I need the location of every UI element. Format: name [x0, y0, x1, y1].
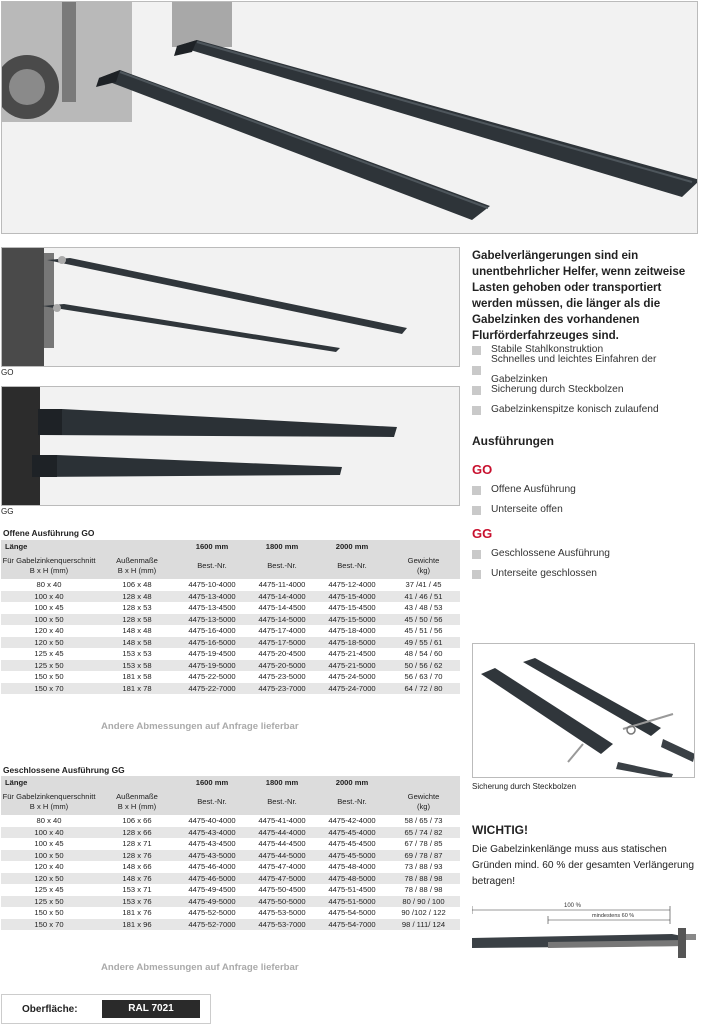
cell-bestnr-1800: 4475-53-7000	[247, 919, 317, 931]
cell-gewichte: 37 /41 / 45	[387, 579, 460, 591]
cell-bestnr-2000: 4475-24-5000	[317, 671, 387, 683]
cell-aussen: 153 x 76	[97, 896, 177, 908]
cell-gewichte: 58 / 65 / 73	[387, 815, 460, 827]
cell-bestnr-1800: 4475-50-4500	[247, 884, 317, 896]
cell-querschnitt: 80 x 40	[1, 579, 97, 591]
cell-bestnr-2000: 4475-42-4000	[317, 815, 387, 827]
header-bestnr: Best.-Nr.	[247, 788, 317, 815]
ausfuehrungen-heading: Ausführungen	[472, 434, 554, 448]
cell-gewichte: 64 / 72 / 80	[387, 683, 460, 695]
cell-bestnr-2000: 4475-45-4500	[317, 838, 387, 850]
cell-gewichte: 78 / 88 / 98	[387, 873, 460, 885]
cell-aussen: 181 x 76	[97, 907, 177, 919]
cell-bestnr-1800: 4475-44-5000	[247, 850, 317, 862]
cell-querschnitt: 120 x 40	[1, 861, 97, 873]
cell-querschnitt: 120 x 40	[1, 625, 97, 637]
cell-querschnitt: 125 x 50	[1, 896, 97, 908]
cell-aussen: 128 x 58	[97, 614, 177, 626]
cell-querschnitt: 100 x 50	[1, 614, 97, 626]
cell-bestnr-2000: 4475-54-7000	[317, 919, 387, 931]
table-row	[1, 884, 460, 896]
cell-bestnr-1600: 4475-13-4000	[177, 591, 247, 603]
cell-querschnitt: 100 x 40	[1, 827, 97, 839]
feature-item: Gabelzinkenspitze konisch zulaufend	[472, 400, 712, 420]
bullet-square-icon	[472, 406, 481, 415]
cell-bestnr-2000: 4475-54-5000	[317, 907, 387, 919]
length-label: Länge	[1, 776, 177, 788]
bullet-square-icon	[472, 366, 481, 375]
cell-bestnr-1800: 4475-14-4500	[247, 602, 317, 614]
steckbolzen-photo	[472, 643, 695, 778]
table-row	[1, 919, 460, 931]
cell-aussen: 128 x 71	[97, 838, 177, 850]
bullet-square-icon	[472, 486, 481, 495]
variant-item: Geschlossene Ausführung	[472, 544, 712, 564]
go-caption: GO	[1, 368, 14, 377]
table-go	[1, 540, 460, 694]
cell-querschnitt: 125 x 45	[1, 884, 97, 896]
cell-querschnitt: 150 x 70	[1, 919, 97, 931]
wichtig-text: Die Gabelzinkenlänge muss aus statischen Gründen mind. 60 % der gesamten Verlängerung betragen!	[472, 844, 695, 887]
surface-value: RAL 7021	[102, 1000, 200, 1018]
table-row	[1, 614, 460, 626]
cell-bestnr-1600: 4475-49-5000	[177, 896, 247, 908]
cell-bestnr-2000: 4475-21-4500	[317, 648, 387, 660]
cell-aussen: 128 x 48	[97, 591, 177, 603]
cell-gewichte: 45 / 51 / 56	[387, 625, 460, 637]
cell-bestnr-1800: 4475-53-5000	[247, 907, 317, 919]
cell-bestnr-2000: 4475-18-5000	[317, 637, 387, 649]
cell-bestnr-1800: 4475-44-4000	[247, 827, 317, 839]
cell-querschnitt: 100 x 45	[1, 838, 97, 850]
cell-querschnitt: 100 x 40	[1, 591, 97, 603]
variant-item: Unterseite offen	[472, 500, 712, 520]
surface-label: Oberfläche:	[22, 1003, 78, 1015]
cell-aussen: 148 x 58	[97, 637, 177, 649]
cell-querschnitt: 150 x 70	[1, 683, 97, 695]
header-bestnr: Best.-Nr.	[177, 552, 247, 579]
length-1800: 1800 mm	[247, 540, 317, 552]
table-row	[1, 907, 460, 919]
cell-querschnitt: 120 x 50	[1, 637, 97, 649]
cell-bestnr-2000: 4475-18-4000	[317, 625, 387, 637]
cell-bestnr-2000: 4475-51-4500	[317, 884, 387, 896]
cell-aussen: 153 x 53	[97, 648, 177, 660]
cell-querschnitt: 100 x 45	[1, 602, 97, 614]
diagram-total-label: 100 %	[564, 903, 582, 909]
cell-bestnr-1600: 4475-19-5000	[177, 660, 247, 672]
cell-bestnr-1800: 4475-44-4500	[247, 838, 317, 850]
cell-bestnr-2000: 4475-48-5000	[317, 873, 387, 885]
cell-aussen: 128 x 76	[97, 850, 177, 862]
cell-gewichte: 48 / 54 / 60	[387, 648, 460, 660]
header-bestnr: Best.-Nr.	[317, 788, 387, 815]
bullet-square-icon	[472, 550, 481, 559]
cell-bestnr-1600: 4475-19-4500	[177, 648, 247, 660]
cell-bestnr-1600: 4475-13-5000	[177, 614, 247, 626]
cell-aussen: 148 x 76	[97, 873, 177, 885]
pin-caption: Sicherung durch Steckbolzen	[472, 782, 577, 791]
table-row	[1, 660, 460, 672]
cell-bestnr-2000: 4475-48-4000	[317, 861, 387, 873]
table-row	[1, 625, 460, 637]
cell-bestnr-1800: 4475-17-4000	[247, 625, 317, 637]
cell-bestnr-1800: 4475-14-5000	[247, 614, 317, 626]
bullet-square-icon	[472, 570, 481, 579]
table-row	[1, 579, 460, 591]
variant-gg-code: GG	[472, 526, 493, 541]
length-1600: 1600 mm	[177, 776, 247, 788]
cell-querschnitt: 100 x 50	[1, 850, 97, 862]
cell-querschnitt: 150 x 50	[1, 671, 97, 683]
table-row	[1, 683, 460, 695]
length-1600: 1600 mm	[177, 540, 247, 552]
variant-gg-list	[472, 544, 712, 584]
cell-gewichte: 56 / 63 / 70	[387, 671, 460, 683]
variant-go-list	[472, 480, 712, 520]
variant-item: Unterseite geschlossen	[472, 564, 712, 584]
gg-caption: GG	[1, 507, 14, 516]
header-gewichte: Gewichte (kg)	[387, 552, 460, 579]
cell-bestnr-2000: 4475-45-4000	[317, 827, 387, 839]
cell-gewichte: 50 / 56 / 62	[387, 660, 460, 672]
header-gewichte: Gewichte (kg)	[387, 788, 460, 815]
cell-aussen: 153 x 58	[97, 660, 177, 672]
cell-bestnr-1600: 4475-40-4000	[177, 815, 247, 827]
cell-bestnr-1600: 4475-52-7000	[177, 919, 247, 931]
header-bestnr: Best.-Nr.	[247, 552, 317, 579]
header-querschnitt: Für Gabelzinkenquerschnitt B x H (mm)	[1, 552, 97, 579]
header-querschnitt: Für Gabelzinkenquerschnitt B x H (mm)	[1, 788, 97, 815]
table-row	[1, 591, 460, 603]
cell-aussen: 128 x 66	[97, 827, 177, 839]
table-row	[1, 896, 460, 908]
cell-aussen: 106 x 48	[97, 579, 177, 591]
table-gg-note: Andere Abmessungen auf Anfrage lieferbar	[101, 962, 299, 973]
bullet-square-icon	[472, 506, 481, 515]
surface-box	[1, 994, 211, 1024]
cell-querschnitt: 80 x 40	[1, 815, 97, 827]
cell-bestnr-2000: 4475-45-5000	[317, 850, 387, 862]
table-row	[1, 637, 460, 649]
feature-item: Sicherung durch Steckbolzen	[472, 380, 712, 400]
cell-gewichte: 98 / 111/ 124	[387, 919, 460, 931]
table-row	[1, 850, 460, 862]
table-go-title: Offene Ausführung GO	[3, 528, 95, 538]
cell-bestnr-1600: 4475-22-7000	[177, 683, 247, 695]
cell-bestnr-1600: 4475-46-4000	[177, 861, 247, 873]
feature-item: Stabile Stahlkonstruktion	[472, 340, 712, 360]
cell-bestnr-2000: 4475-15-4500	[317, 602, 387, 614]
header-bestnr: Best.-Nr.	[177, 788, 247, 815]
table-row	[1, 873, 460, 885]
cell-bestnr-2000: 4475-12-4000	[317, 579, 387, 591]
cell-bestnr-2000: 4475-15-4000	[317, 591, 387, 603]
table-row	[1, 648, 460, 660]
cell-aussen: 148 x 48	[97, 625, 177, 637]
feature-item: Schnelles und leichtes Einfahren der Gabelzinken	[472, 360, 712, 380]
cell-bestnr-1800: 4475-23-7000	[247, 683, 317, 695]
wichtig-heading: WICHTIG!	[472, 823, 528, 837]
cell-aussen: 106 x 66	[97, 815, 177, 827]
bullet-square-icon	[472, 346, 481, 355]
cell-bestnr-1600: 4475-10-4000	[177, 579, 247, 591]
cell-gewichte: 90 /102 / 122	[387, 907, 460, 919]
length-diagram	[472, 890, 696, 970]
cell-bestnr-1800: 4475-50-5000	[247, 896, 317, 908]
cell-bestnr-1600: 4475-52-5000	[177, 907, 247, 919]
cell-gewichte: 67 / 78 / 85	[387, 838, 460, 850]
cell-bestnr-1800: 4475-11-4000	[247, 579, 317, 591]
table-row	[1, 602, 460, 614]
cell-querschnitt: 120 x 50	[1, 873, 97, 885]
cell-bestnr-1600: 4475-22-5000	[177, 671, 247, 683]
length-2000: 2000 mm	[317, 776, 387, 788]
diagram-min-label: mindestens 60 %	[592, 913, 635, 919]
cell-bestnr-1600: 4475-13-4500	[177, 602, 247, 614]
cell-bestnr-1800: 4475-14-4000	[247, 591, 317, 603]
variant-go-code: GO	[472, 462, 493, 477]
feature-list	[472, 340, 712, 420]
table-row	[1, 827, 460, 839]
table-gg-title: Geschlossene Ausführung GG	[3, 765, 125, 775]
cell-aussen: 153 x 71	[97, 884, 177, 896]
cell-bestnr-1800: 4475-47-4000	[247, 861, 317, 873]
header-aussen: Außenmaße B x H (mm)	[97, 552, 177, 579]
table-go-note: Andere Abmessungen auf Anfrage lieferbar	[101, 721, 299, 732]
cell-gewichte: 41 / 46 / 51	[387, 591, 460, 603]
gg-product-photo	[1, 386, 460, 506]
table-gg	[1, 776, 460, 930]
cell-gewichte: 45 / 50 / 56	[387, 614, 460, 626]
cell-bestnr-1800: 4475-23-5000	[247, 671, 317, 683]
variant-item: Offene Ausführung	[472, 480, 712, 500]
cell-bestnr-2000: 4475-51-5000	[317, 896, 387, 908]
table-row	[1, 861, 460, 873]
cell-aussen: 181 x 96	[97, 919, 177, 931]
cell-bestnr-1800: 4475-20-5000	[247, 660, 317, 672]
cell-gewichte: 69 / 78 / 87	[387, 850, 460, 862]
header-bestnr: Best.-Nr.	[317, 552, 387, 579]
cell-querschnitt: 125 x 45	[1, 648, 97, 660]
cell-querschnitt: 150 x 50	[1, 907, 97, 919]
cell-bestnr-1800: 4475-17-5000	[247, 637, 317, 649]
table-row	[1, 671, 460, 683]
cell-querschnitt: 125 x 50	[1, 660, 97, 672]
cell-bestnr-1600: 4475-43-4500	[177, 838, 247, 850]
cell-bestnr-1600: 4475-46-5000	[177, 873, 247, 885]
table-row	[1, 838, 460, 850]
length-2000: 2000 mm	[317, 540, 387, 552]
cell-gewichte: 65 / 74 / 82	[387, 827, 460, 839]
cell-gewichte: 73 / 88 / 93	[387, 861, 460, 873]
length-1800: 1800 mm	[247, 776, 317, 788]
intro-text: Gabelverlängerungen sind ein unentbehrlicher Helfer, wenn zeitweise Lasten gehoben oder transportiert werden müssen, die länger als die Gabelzinken des vorhandenen Flurförderfahrzeuges sind.	[472, 249, 686, 342]
header-aussen: Außenmaße B x H (mm)	[97, 788, 177, 815]
cell-bestnr-1600: 4475-43-4000	[177, 827, 247, 839]
hero-photo	[1, 1, 698, 234]
cell-bestnr-1800: 4475-41-4000	[247, 815, 317, 827]
bullet-square-icon	[472, 386, 481, 395]
cell-bestnr-2000: 4475-24-7000	[317, 683, 387, 695]
cell-gewichte: 43 / 48 / 53	[387, 602, 460, 614]
cell-bestnr-1800: 4475-47-5000	[247, 873, 317, 885]
cell-gewichte: 49 / 55 / 61	[387, 637, 460, 649]
cell-aussen: 181 x 78	[97, 683, 177, 695]
cell-gewichte: 80 / 90 / 100	[387, 896, 460, 908]
cell-bestnr-1600: 4475-16-5000	[177, 637, 247, 649]
cell-aussen: 148 x 66	[97, 861, 177, 873]
length-label: Länge	[1, 540, 177, 552]
cell-bestnr-1800: 4475-20-4500	[247, 648, 317, 660]
cell-aussen: 128 x 53	[97, 602, 177, 614]
cell-bestnr-1600: 4475-43-5000	[177, 850, 247, 862]
cell-aussen: 181 x 58	[97, 671, 177, 683]
cell-bestnr-2000: 4475-21-5000	[317, 660, 387, 672]
cell-gewichte: 78 / 88 / 98	[387, 884, 460, 896]
go-product-photo	[1, 247, 460, 367]
cell-bestnr-1600: 4475-49-4500	[177, 884, 247, 896]
cell-bestnr-1600: 4475-16-4000	[177, 625, 247, 637]
table-row	[1, 815, 460, 827]
cell-bestnr-2000: 4475-15-5000	[317, 614, 387, 626]
